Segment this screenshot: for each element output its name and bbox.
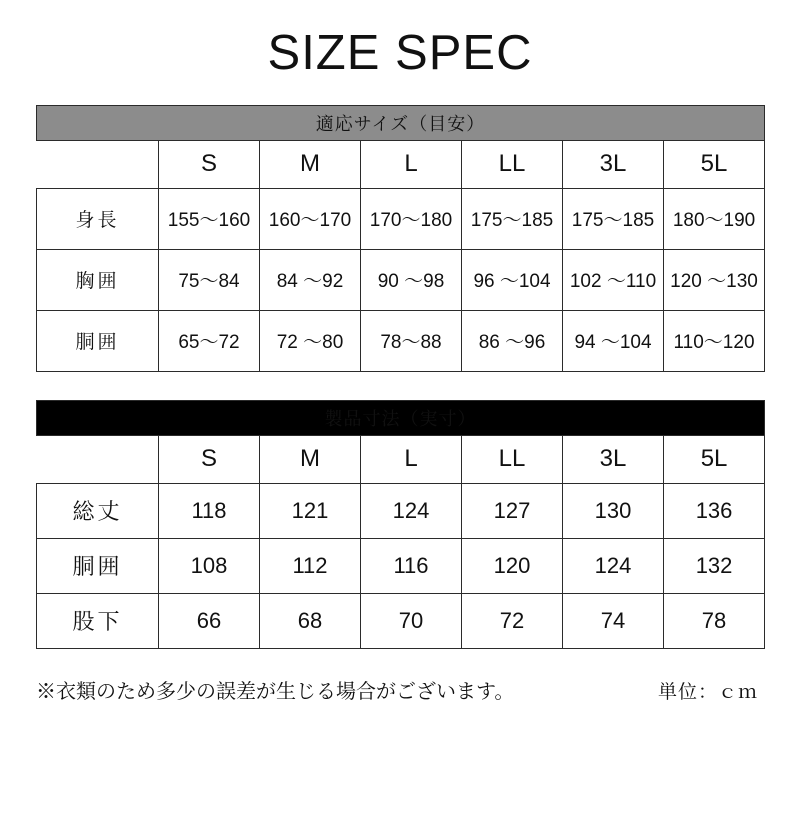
cell-value: 78 — [664, 593, 765, 648]
cell-value: 112 — [260, 538, 361, 593]
row-label: 胴囲 — [37, 538, 159, 593]
cell-value: 124 — [361, 483, 462, 538]
column-header-m: M — [260, 435, 361, 483]
cell-value: 180〜190 — [664, 188, 765, 249]
cell-value: 84 〜92 — [260, 249, 361, 310]
cell-value: 72 〜80 — [260, 310, 361, 371]
page-title: SIZE SPEC — [267, 26, 533, 80]
cell-value: 96 〜104 — [462, 249, 563, 310]
cell-value: 155〜160 — [159, 188, 260, 249]
cell-value: 86 〜96 — [462, 310, 563, 371]
column-header-ll: LL — [462, 435, 563, 483]
cell-value: 74 — [563, 593, 664, 648]
cell-value: 90 〜98 — [361, 249, 462, 310]
footnote-unit: 単位：ｃｍ — [657, 681, 758, 703]
table-row — [37, 188, 765, 249]
cell-value: 72 — [462, 593, 563, 648]
cell-value: 124 — [563, 538, 664, 593]
table-banner-product — [37, 400, 765, 435]
column-header-5l: 5L — [664, 435, 765, 483]
table-row — [37, 538, 765, 593]
corner-cell — [37, 140, 159, 188]
cell-value: 170〜180 — [361, 188, 462, 249]
table-row — [37, 310, 765, 371]
footnote-note: ※衣類のため多少の誤差が生じる場合がございます。 — [36, 680, 515, 703]
table-row — [37, 593, 765, 648]
cell-value: 120 — [462, 538, 563, 593]
cell-value: 110〜120 — [664, 310, 765, 371]
cell-value: 121 — [260, 483, 361, 538]
cell-value: 75〜84 — [159, 249, 260, 310]
cell-value: 160〜170 — [260, 188, 361, 249]
cell-value: 136 — [664, 483, 765, 538]
table-banner-applicable — [37, 105, 765, 140]
size-header-row-product — [37, 435, 765, 483]
cell-value: 68 — [260, 593, 361, 648]
column-header-s: S — [159, 435, 260, 483]
size-header-row-applicable — [37, 140, 765, 188]
cell-value: 120 〜130 — [664, 249, 765, 310]
column-header-l: L — [361, 140, 462, 188]
applicable-size-table-wrapper — [36, 105, 764, 372]
cell-value: 66 — [159, 593, 260, 648]
column-header-s: S — [159, 140, 260, 188]
footnote — [36, 675, 764, 704]
applicable-size-table — [36, 105, 765, 372]
banner-label: 製品寸法（実寸） — [37, 400, 765, 435]
cell-value: 94 〜104 — [563, 310, 664, 371]
row-label: 身長 — [37, 188, 159, 249]
column-header-m: M — [260, 140, 361, 188]
cell-value: 70 — [361, 593, 462, 648]
cell-value: 102 〜110 — [563, 249, 664, 310]
cell-value: 116 — [361, 538, 462, 593]
cell-value: 78〜88 — [361, 310, 462, 371]
table-row — [37, 483, 765, 538]
cell-value: 65〜72 — [159, 310, 260, 371]
table-row — [37, 249, 765, 310]
row-label: 胸囲 — [37, 249, 159, 310]
cell-value: 108 — [159, 538, 260, 593]
column-header-ll: LL — [462, 140, 563, 188]
column-header-5l: 5L — [664, 140, 765, 188]
banner-label: 適応サイズ（目安） — [37, 105, 765, 140]
cell-value: 118 — [159, 483, 260, 538]
cell-value: 175〜185 — [462, 188, 563, 249]
column-header-l: L — [361, 435, 462, 483]
row-label: 股下 — [37, 593, 159, 648]
cell-value: 132 — [664, 538, 765, 593]
size-spec-page — [0, 24, 800, 824]
column-header-3l: 3L — [563, 435, 664, 483]
corner-cell — [37, 435, 159, 483]
row-label: 胴囲 — [37, 310, 159, 371]
product-dimension-table — [36, 400, 765, 649]
cell-value: 127 — [462, 483, 563, 538]
cell-value: 175〜185 — [563, 188, 664, 249]
column-header-3l: 3L — [563, 140, 664, 188]
row-label: 総丈 — [37, 483, 159, 538]
cell-value: 130 — [563, 483, 664, 538]
product-dimension-table-wrapper — [36, 400, 764, 649]
